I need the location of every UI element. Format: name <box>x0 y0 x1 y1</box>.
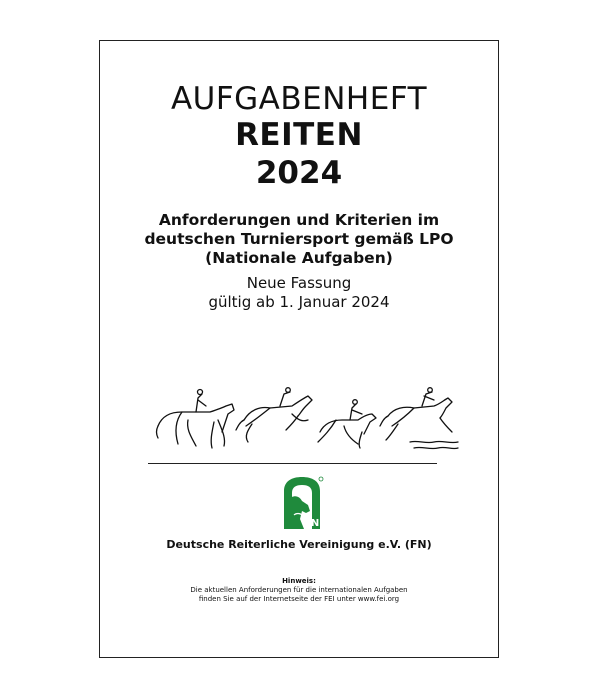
eventing-horse-icon <box>318 400 376 448</box>
title-aufgabenheft: AUFGABENHEFT <box>170 81 428 117</box>
note <box>100 577 498 604</box>
divider <box>148 463 437 464</box>
water-jump-horse-icon <box>380 388 458 449</box>
subtitle-line: deutschen Turniersport gemäß LPO <box>144 230 454 248</box>
version-line: gültig ab 1. Januar 2024 <box>208 293 390 311</box>
title-reiten: REITEN <box>235 117 363 153</box>
note-title: Hinweis: <box>282 577 316 585</box>
version-line: Neue Fassung <box>246 274 352 292</box>
book-cover <box>99 40 499 658</box>
fn-horse-head-logo-icon <box>280 475 324 531</box>
organization-name: Deutsche Reiterliche Vereinigung e.V. (FN) <box>166 538 432 551</box>
jumping-horse-icon <box>236 388 312 442</box>
subtitle <box>100 211 498 268</box>
equestrian-illustrations-icon <box>152 386 462 452</box>
note-line: finden Sie auf der Internetseite der FEI unter www.fei.org <box>198 595 400 603</box>
note-line: Die aktuellen Anforderungen für die internationalen Aufgaben <box>190 586 408 594</box>
subtitle-line: Anforderungen und Kriterien im <box>158 211 440 229</box>
title-year: 2024 <box>255 155 343 191</box>
subtitle-line: (Nationale Aufgaben) <box>205 249 393 267</box>
logo-text: FN <box>304 518 320 529</box>
version-info <box>100 274 498 312</box>
dressage-horse-icon <box>157 390 235 449</box>
